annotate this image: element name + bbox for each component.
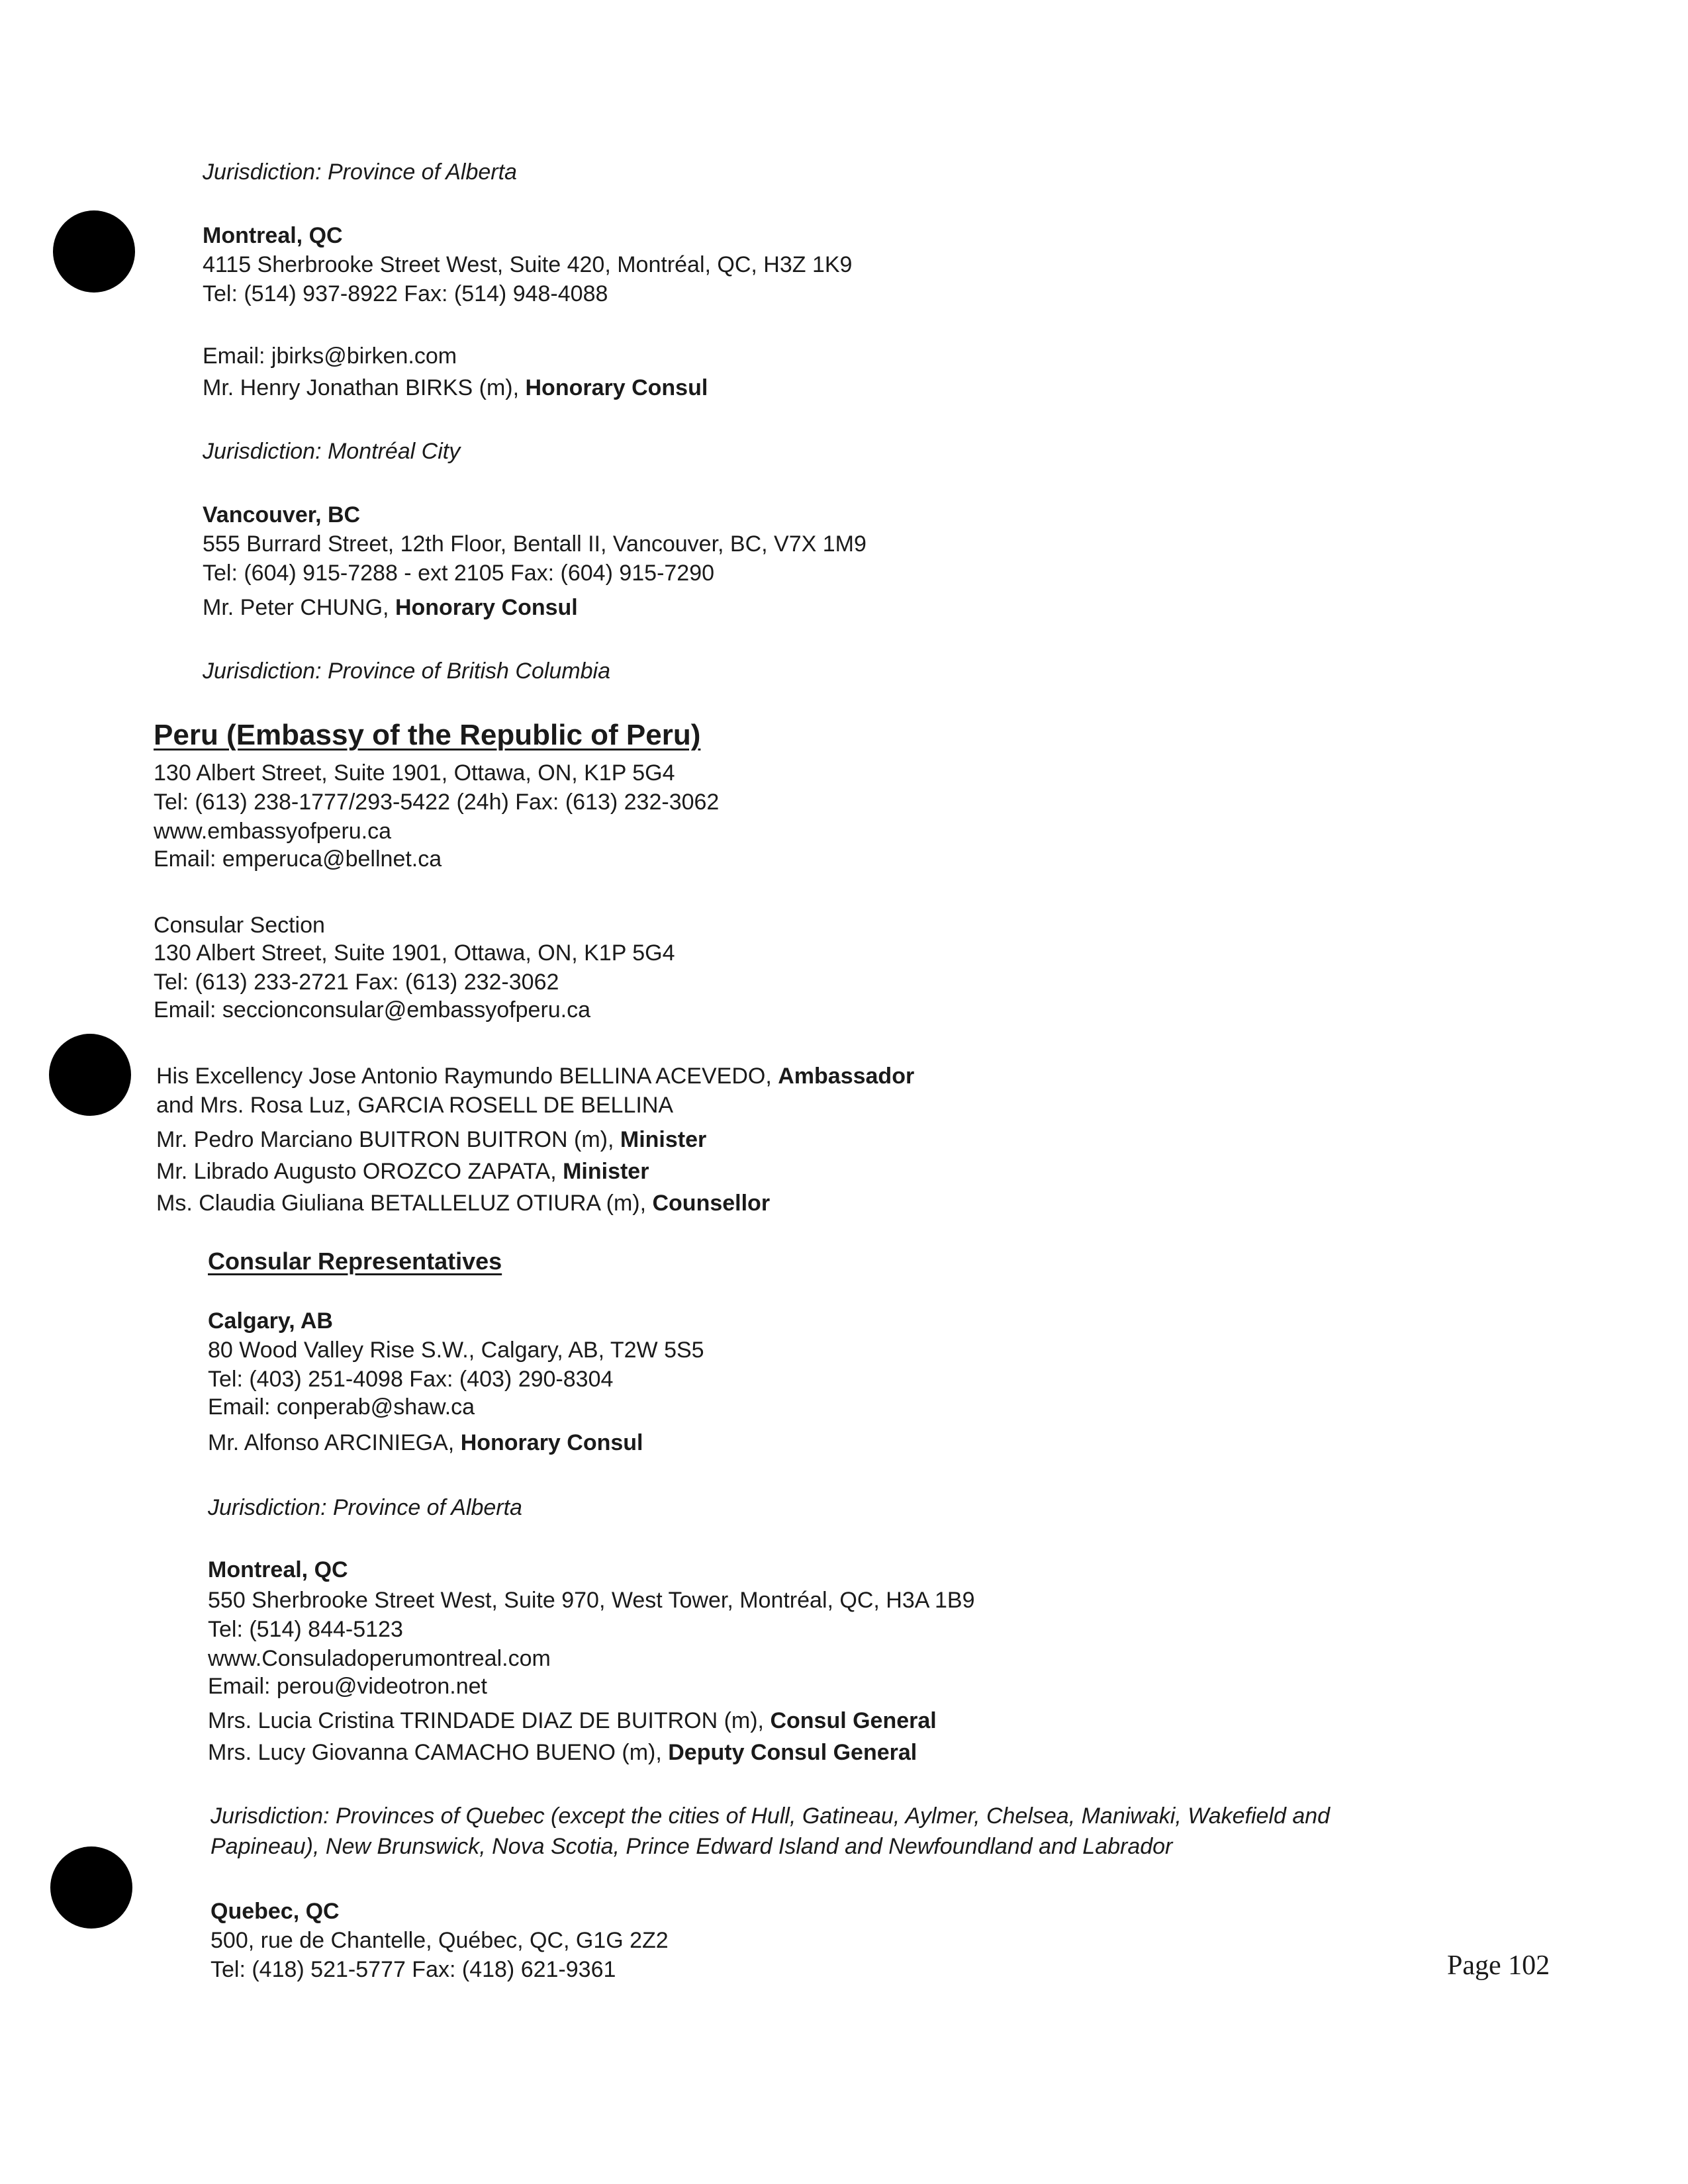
staff-1-title: Minister [620,1127,707,1152]
consular-section-address: 130 Albert Street, Suite 1901, Ottawa, ON, K1P 5G4 [154,940,675,966]
montreal-peru-person-2 [208,1738,917,1767]
ambassador-name: His Excellency Jose Antonio Raymundo BELLINA ACEVEDO, [156,1064,778,1089]
montreal-peru-person-2-name: Mrs. Lucy Giovanna CAMACHO BUENO (m), [208,1740,669,1765]
staff-row-3 [156,1189,770,1218]
calgary-jurisdiction: Jurisdiction: Province of Alberta [208,1495,522,1520]
montreal-peru-person-2-title: Deputy Consul General [668,1740,917,1765]
montreal-birks-person [203,373,708,402]
staff-3-name: Ms. Claudia Giuliana BETALLELUZ OTIURA (m), [156,1191,653,1216]
top-jurisdiction: Jurisdiction: Province of Alberta [203,159,517,185]
peru-address: 130 Albert Street, Suite 1901, Ottawa, ON, K1P 5G4 [154,760,675,786]
montreal-birks-jurisdiction: Jurisdiction: Montréal City [203,439,461,464]
staff-row-2 [156,1157,649,1186]
binder-hole-middle [49,1034,131,1116]
calgary-city: Calgary, AB [208,1308,333,1334]
staff-2-title: Minister [563,1159,649,1184]
ambassador-title: Ambassador [778,1064,915,1089]
montreal-peru-website: www.Consuladoperumontreal.com [208,1646,551,1671]
binder-hole-top [53,210,135,293]
calgary-person [208,1428,643,1457]
quebec-tel: Tel: (418) 521-5777 Fax: (418) 621-9361 [211,1957,616,1982]
montreal-peru-person-1-name: Mrs. Lucia Cristina TRINDADE DIAZ DE BUITRON (m), [208,1708,771,1733]
montreal-peru-tel: Tel: (514) 844-5123 [208,1617,403,1642]
vancouver-person-name: Mr. Peter CHUNG, [203,595,395,620]
calgary-person-title: Honorary Consul [460,1430,643,1455]
quebec-city: Quebec, QC [211,1899,340,1924]
vancouver-person [203,593,578,622]
vancouver-jurisdiction: Jurisdiction: Province of British Columbia [203,659,611,684]
peru-email: Email: emperuca@bellnet.ca [154,846,442,872]
staff-1-name: Mr. Pedro Marciano BUITRON BUITRON (m), [156,1127,620,1152]
calgary-tel: Tel: (403) 251-4098 Fax: (403) 290-8304 [208,1367,614,1392]
consular-section-tel: Tel: (613) 233-2721 Fax: (613) 232-3062 [154,970,559,995]
montreal-peru-city: Montreal, QC [208,1557,348,1582]
ambassador-spouse: and Mrs. Rosa Luz, GARCIA ROSELL DE BELLINA [156,1093,674,1118]
staff-2-name: Mr. Librado Augusto OROZCO ZAPATA, [156,1159,563,1184]
staff-row-1 [156,1125,706,1154]
vancouver-city: Vancouver, BC [203,502,361,527]
montreal-peru-jurisdiction-1: Jurisdiction: Provinces of Quebec (except the cities of Hull, Gatineau, Aylmer, Chelsea, Maniwaki, Wakefield and [211,1803,1331,1829]
calgary-email: Email: conperab@shaw.ca [208,1394,475,1420]
montreal-birks-city: Montreal, QC [203,223,343,248]
montreal-birks-email: Email: jbirks@birken.com [203,343,457,369]
montreal-peru-address: 550 Sherbrooke Street West, Suite 970, West Tower, Montréal, QC, H3A 1B9 [208,1588,975,1613]
peru-website: www.embassyofperu.ca [154,819,392,844]
vancouver-address: 555 Burrard Street, 12th Floor, Bentall II, Vancouver, BC, V7X 1M9 [203,531,867,557]
montreal-birks-tel: Tel: (514) 937-8922 Fax: (514) 948-4088 [203,281,608,306]
page-number: Page 102 [1447,1950,1550,1981]
montreal-peru-email: Email: perou@videotron.net [208,1674,487,1699]
consular-section-label: Consular Section [154,913,325,938]
consular-representatives-heading: Consular Representatives [208,1248,502,1275]
peru-heading: Peru (Embassy of the Republic of Peru) [154,719,701,751]
peru-tel: Tel: (613) 238-1777/293-5422 (24h) Fax: (613) 232-3062 [154,790,720,815]
calgary-person-name: Mr. Alfonso ARCINIEGA, [208,1430,461,1455]
quebec-address: 500, rue de Chantelle, Québec, QC, G1G 2Z2 [211,1928,669,1953]
vancouver-person-title: Honorary Consul [395,595,578,620]
consular-section-email: Email: seccionconsular@embassyofperu.ca [154,997,591,1023]
montreal-peru-person-1-title: Consul General [770,1708,937,1733]
montreal-birks-address: 4115 Sherbrooke Street West, Suite 420, Montréal, QC, H3Z 1K9 [203,252,853,277]
montreal-peru-person-1 [208,1706,937,1735]
montreal-birks-person-title: Honorary Consul [525,375,708,400]
montreal-peru-jurisdiction-2: Papineau), New Brunswick, Nova Scotia, Prince Edward Island and Newfoundland and Labrador [211,1834,1173,1859]
ambassador-line [156,1062,914,1091]
calgary-address: 80 Wood Valley Rise S.W., Calgary, AB, T2W 5S5 [208,1338,704,1363]
staff-3-title: Counsellor [652,1191,771,1216]
binder-hole-bottom [50,1846,132,1929]
montreal-birks-person-name: Mr. Henry Jonathan BIRKS (m), [203,375,526,400]
vancouver-tel: Tel: (604) 915-7288 - ext 2105 Fax: (604) 915-7290 [203,561,715,586]
